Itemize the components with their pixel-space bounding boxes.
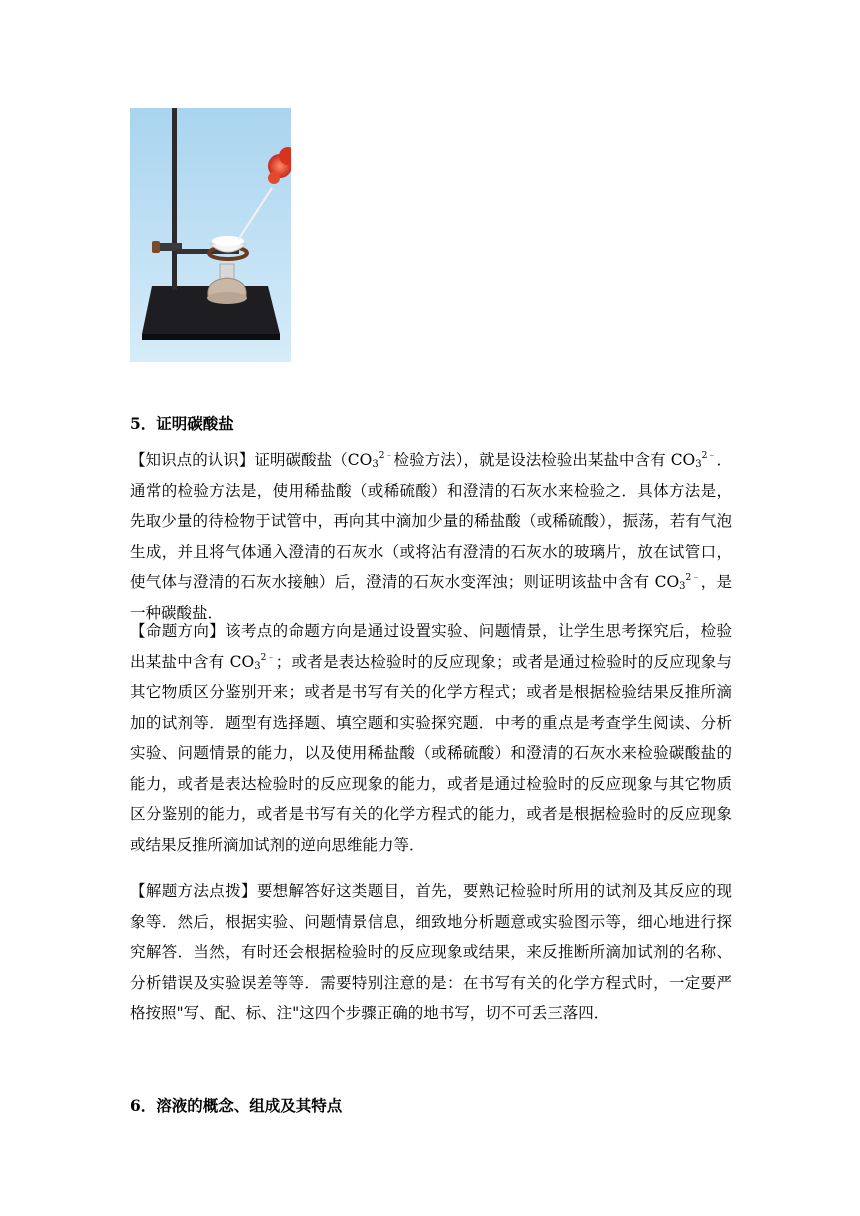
knowledge-label: 【知识点的认识】 bbox=[130, 451, 255, 469]
paragraph-knowledge: 【知识点的认识】证明碳酸盐（$CO_3^{2﹣}$检验方法），就是设法检验出某盐中含有 $CO_3^{2﹣}$．通常的检验方法是，使用稀盐酸（或稀硫酸）和澄清的石灰水来检验之．具体方法是，先取少量的待检物于试管中，再向其中滴加少量的稀盐酸（或稀硫酸），振荡，若有气泡生成，并且将气体通入澄清的石灰水（或将沾有澄清的石灰水的玻璃片，放在试管口，使气体与澄清的石灰水接触）后，澄清的石灰水变浑浊；则证明该盐中含有 $CO_3^{2﹣}$，是一种碳酸盐． bbox=[130, 451, 732, 622]
paragraph-direction: 【命题方向】该考点的命题方向是通过设置实验、问题情景，让学生思考探究后，检验出某盐中含有 $CO_3^{2﹣}$；或者是表达检验时的反应现象；或者是通过检验时的反应现象与其它物质区分鉴别开来；或者是书写有关的化学方程式；或者是根据检验结果反推所滴加的试剂等．题型有选择题、填空题和实验探究题．中考的重点是考查学生阅读、分析实验、问题情景的能力，以及使用稀盐酸（或稀硫酸）和澄清的石灰水来检验碳酸盐的能力，或者是表达检验时的反应现象的能力，或者是通过检验时的反应现象与其它物质区分鉴别的能力，或者是书写有关的化学方程式的能力，或者是根据检验时的反应现象或结果反推所滴加试剂的逆向思维能力等． bbox=[130, 622, 732, 854]
section-heading-6: 6．溶液的概念、组成及其特点 bbox=[130, 1096, 343, 1115]
paragraph-method: 【解题方法点拨】要想解答好这类题目，首先，要熟记检验时所用的试剂及其反应的现象等．然后，根据实验、问题情景信息，细致地分析题意或实验图示等，细心地进行探究解答．当然，有时还会根据检验时的反应现象或结果，来反推断所滴加试剂的名称、分析错误及实验误差等等．需要特别注意的是：在书写有关的化学方程式时，一定要严格按照"写、配、标、注"这四个步骤正确的地书写，切不可丢三落四． bbox=[130, 882, 732, 1022]
method-label: 【解题方法点拨】 bbox=[130, 882, 257, 900]
section-heading-5: 5．证明碳酸盐 bbox=[130, 414, 234, 433]
direction-label: 【命题方向】 bbox=[130, 622, 226, 640]
lab-apparatus-image bbox=[130, 108, 291, 362]
